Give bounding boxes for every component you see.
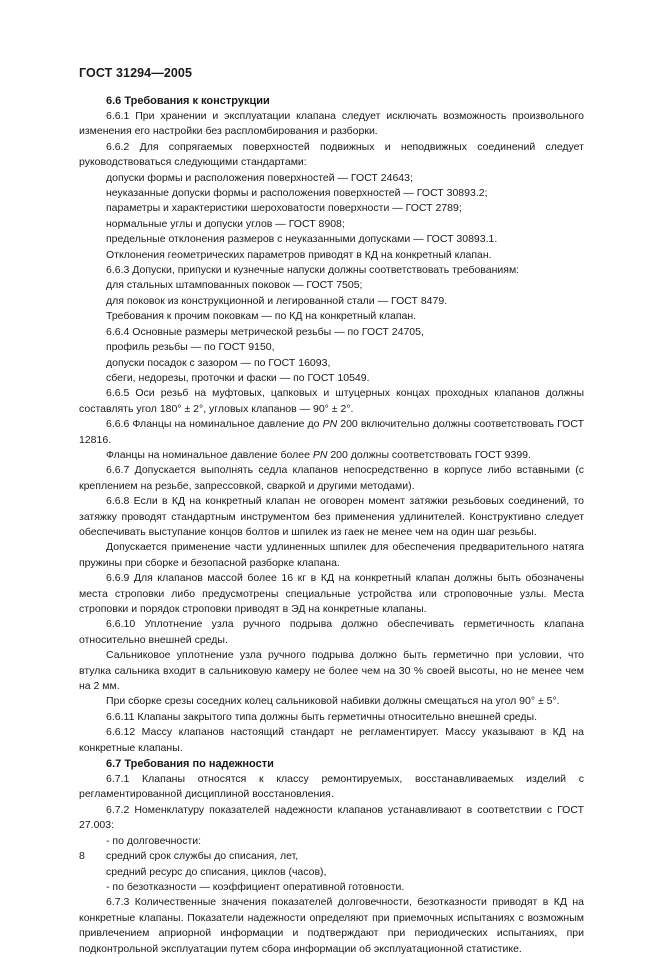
paragraph-6-6-9: 6.6.9 Для клапанов массой более 16 кг в КД на конкретный клапан должны быть обозначены места строповки либо предусмотрены специальные устройства или строповочные узлы. Места строповки и порядок строповки приводят в ЭД на конкретные клапаны. bbox=[79, 572, 584, 615]
list-item: профиль резьбы — по ГОСТ 9150, bbox=[106, 341, 275, 354]
paragraph-6-6-6-part-a: 6.6.6 Фланцы на номинальное давление до bbox=[106, 418, 323, 431]
list-item: допуски формы и расположения поверхностей — ГОСТ 24643; bbox=[106, 171, 413, 184]
section-heading-6-7: 6.7 Требования по надежности bbox=[106, 758, 274, 771]
list-item: допуски посадок с зазором — по ГОСТ 16093, bbox=[106, 356, 331, 369]
list-item: - по безотказности — коэффициент оперативной готовности. bbox=[106, 880, 405, 893]
paragraph-6-6-3: 6.6.3 Допуски, припуски и кузнечные напуски должны соответствовать требованиям: bbox=[106, 264, 520, 277]
paragraph-6-6-11: 6.6.11 Клапаны закрытого типа должны быть герметичны относительно внешней среды. bbox=[106, 710, 537, 723]
paragraph-6-7-3: 6.7.3 Количественные значения показателей долговечности, безотказности приводят в КД на конкретные клапаны. Показатели надежности определяют при приемочных испытаниях с возможным привлечением априорной информации и подтверждают при периодических испытаниях, при подконтрольной эксплуатации путем сбора информации об эксплуатационной статистике. bbox=[79, 896, 584, 955]
paragraph-6-6-5: 6.6.5 Оси резьб на муфтовых, цапковых и штуцерных концах проходных клапанов должны составлять угол 180° ± 2°, угловых клапанов — 90° ± 2°. bbox=[79, 387, 584, 415]
list-item: для поковок из конструкционной и легированной стали — ГОСТ 8479. bbox=[106, 294, 448, 307]
paragraph-6-6-12: 6.6.12 Массу клапанов настоящий стандарт не регламентирует. Массу указывают в КД на конкретные клапаны. bbox=[79, 726, 584, 754]
paragraph-6-6-2: 6.6.2 Для сопрягаемых поверхностей подвижных и неподвижных соединений следует руководствоваться следующими стандартами: bbox=[79, 140, 584, 169]
paragraph-6-6-6-part-d: 200 должны соответствовать ГОСТ 9399. bbox=[327, 448, 531, 461]
section-heading-6-6: 6.6 Требования к конструкции bbox=[106, 95, 270, 107]
paragraph-6-7-1: 6.7.1 Клапаны относятся к классу ремонтируемых, восстанавливаемых изделий с регламентированной дисциплиной восстановления. bbox=[79, 773, 584, 801]
paragraph-6-6-4: 6.6.4 Основные размеры метрической резьбы — по ГОСТ 24705, bbox=[106, 325, 424, 338]
list-item: предельные отклонения размеров с неуказанными допусками — ГОСТ 30893.1. bbox=[106, 233, 498, 246]
list-item: неуказанные допуски формы и расположения поверхностей — ГОСТ 30893.2; bbox=[106, 187, 488, 200]
document-body bbox=[79, 93, 584, 957]
paragraph-6-6-10-c: При сборке срезы соседних колец сальниковой набивки должны смещаться на угол 90° ± 5°. bbox=[106, 695, 560, 708]
paragraph-6-6-8-b: Допускается применение части удлиненных шпилек для обеспечения предварительного натяга пружины при сборке и безопасной разборке клапана. bbox=[79, 541, 584, 569]
paragraph-6-6-10-b: Сальниковое уплотнение узла ручного подрыва должно быть герметично при условии, что втулка сальника входит в сальниковую камеру не более чем на 30 % своей высоты, но не менее чем на 2 мм. bbox=[79, 649, 584, 693]
list-item: средний ресурс до списания, циклов (часов), bbox=[106, 865, 327, 878]
list-item: нормальные углы и допуски углов — ГОСТ 8908; bbox=[106, 217, 345, 230]
paragraph-6-6-6-part-c: Фланцы на номинальное давление более bbox=[106, 448, 313, 461]
paragraph-6-6-10: 6.6.10 Уплотнение узла ручного подрыва должно обеспечивать герметичность клапана относительно внешней среды. bbox=[79, 618, 584, 646]
list-item: - по долговечности: bbox=[106, 834, 202, 847]
list-item: Требования к прочим поковкам — по КД на конкретный клапан. bbox=[106, 310, 417, 323]
list-item: Отклонения геометрических параметров приводят в КД на конкретный клапан. bbox=[106, 248, 492, 261]
pn-symbol: PN bbox=[312, 448, 328, 461]
list-item: для стальных штампованных поковок — ГОСТ 7505; bbox=[106, 279, 363, 292]
paragraph-6-6-6-flanges bbox=[79, 448, 584, 463]
paragraph-6-6-7: 6.6.7 Допускается выполнять седла клапанов непосредственно в корпусе либо вставными (с креплением на резьбе, запрессовкой, сваркой и другими методами). bbox=[79, 464, 584, 492]
document-header: ГОСТ 31294—2005 bbox=[79, 66, 193, 80]
paragraph-6-6-6-part-b: 200 включительно должны соответствовать ГОСТ 12816. bbox=[79, 418, 584, 446]
page-number: 8 bbox=[79, 850, 85, 862]
list-item: параметры и характеристики шероховатости поверхности — ГОСТ 2789; bbox=[106, 202, 462, 215]
list-item: сбеги, недорезы, проточки и фаски — по ГОСТ 10549. bbox=[106, 371, 370, 384]
pn-symbol: PN bbox=[322, 418, 338, 431]
paragraph-6-6-6 bbox=[79, 417, 584, 448]
list-item: средний срок службы до списания, лет, bbox=[106, 850, 299, 863]
paragraph-6-6-1: 6.6.1 При хранении и эксплуатации клапана следует исключать возможность произвольного изменения его настройки без распломбирования и разборки. bbox=[79, 110, 584, 138]
paragraph-6-7-2: 6.7.2 Номенклатуру показателей надежности клапанов устанавливают в соответствии с ГОСТ 27.003: bbox=[79, 803, 584, 832]
paragraph-6-6-8: 6.6.8 Если в КД на конкретный клапан не оговорен момент затяжки резьбовых соединений, то затяжку проводят стандартным инструментом без применения удлинителей. Конструктивно следует обеспечивать выступание концов болтов и шпилек из гаек не менее чем на один шаг резьбы. bbox=[79, 495, 584, 538]
